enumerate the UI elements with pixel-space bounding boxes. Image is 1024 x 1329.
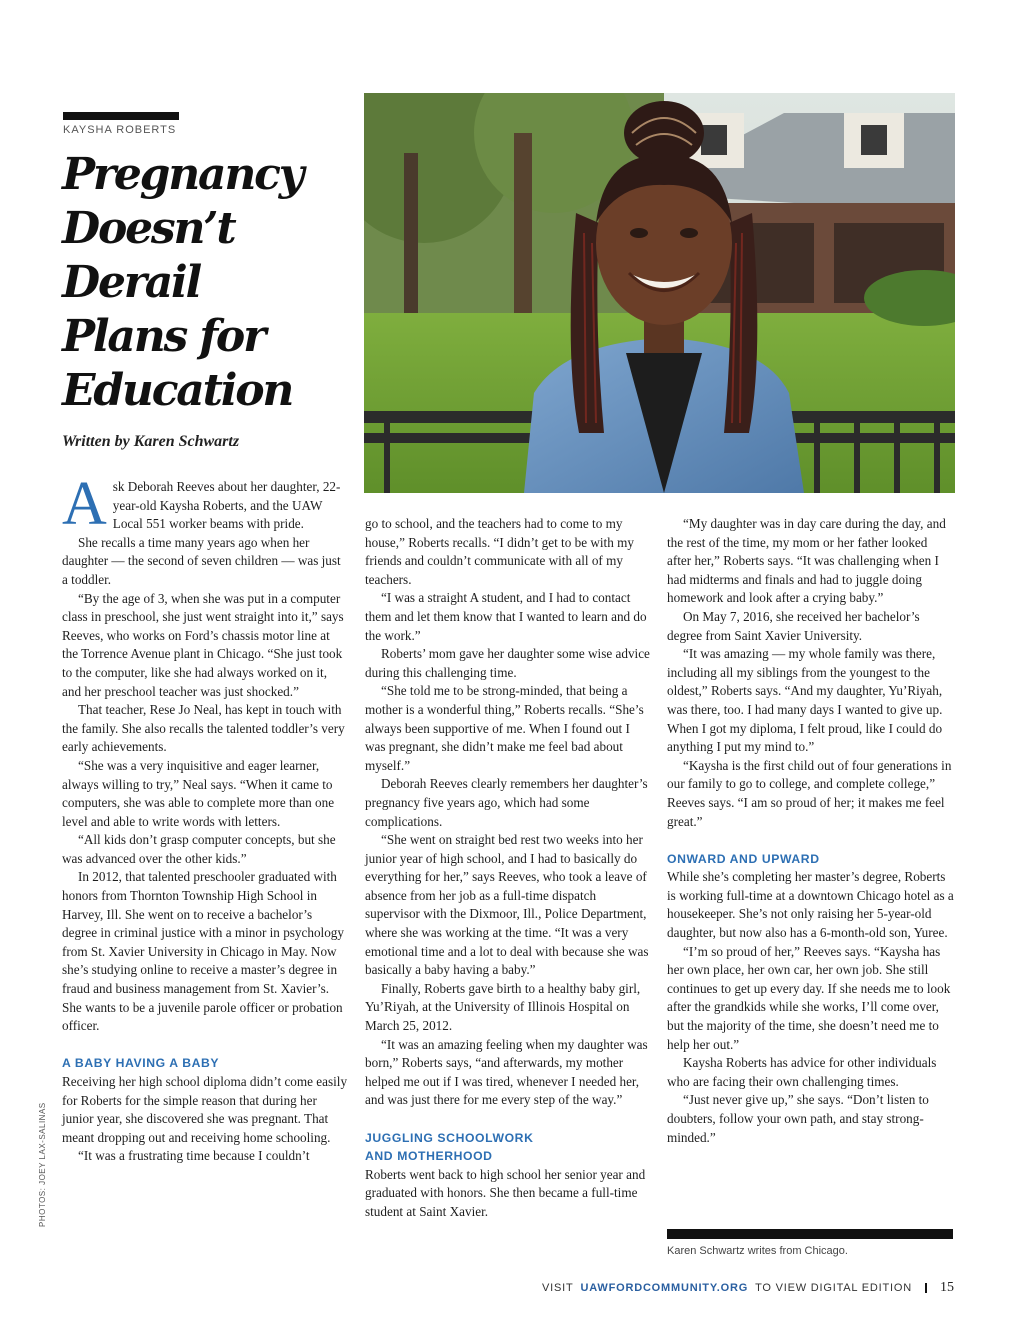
paragraph: Kaysha Roberts has advice for other individuals who are facing their own challenging times. xyxy=(667,1055,937,1089)
paragraph: That teacher, Rese Jo Neal, has kept in touch with the family. She also recalls the talented toddler’s very early achievements. xyxy=(62,702,345,755)
paragraph: “Kaysha is the first child out of four generations in our family to go to college, and complete college,” Reeves says. “I am so proud of her; it makes me feel great.” xyxy=(667,757,952,829)
author-note: Karen Schwartz writes from Chicago. xyxy=(667,1245,848,1257)
paragraph: “It was amazing — my whole family was there, including all my siblings from the youngest to the oldest,” Roberts says. “And my daughter, Yu’Riyah, was there, too. I had many days I wanted to give up. When I got my diploma, I felt proud, like I could do anything I put my mind to.” xyxy=(667,646,943,755)
paragraph: Receiving her high school diploma didn’t come easily for Roberts for the simple reason that during her junior year, she discovered she was pregnant. That meant dropping out and receiving home schooling. xyxy=(62,1074,348,1145)
portrait-photo xyxy=(364,93,955,493)
kicker: KAYSHA ROBERTS xyxy=(63,124,177,136)
lead-paragraph xyxy=(62,470,349,538)
paragraph: In 2012, that talented preschooler graduated with honors from Thornton Township High School in Harvey, Ill. She went on to receive a bachelor’s degree in criminal justice with a minor in psychology from St. Xavier University in Chicago in May. Now she’s studying online to receive a master’s degree in fraud and business management from St. Xavier’s. She wants to be a juvenile parole officer or probation officer. xyxy=(62,869,344,1034)
paragraph: “My daughter was in day care during the day, and the rest of the time, my mom or her father looked after her,” Roberts says. “It was challenging when I had midterms and finals and had to juggle doing homework and look after a crying baby.” xyxy=(667,516,946,606)
column-1 xyxy=(62,470,349,1166)
end-accent-bar xyxy=(667,1229,953,1239)
headline-line: Pregnancy xyxy=(62,149,303,200)
top-accent-bar xyxy=(63,112,179,120)
page-number: 15 xyxy=(940,1280,954,1295)
headline-line: Education xyxy=(62,365,293,416)
footer-divider xyxy=(925,1283,927,1293)
byline: Written by Karen Schwartz xyxy=(62,433,240,450)
paragraph: “It was a frustrating time because I couldn’t xyxy=(78,1148,310,1164)
section-heading: A BABY HAVING A BABY xyxy=(62,1056,220,1071)
paragraph: go to school, and the teachers had to come to my house,” Roberts recalls. “I didn’t get to be with my friends and couldn’t communicate with all of my teachers. xyxy=(365,516,634,587)
headline-line: Derail xyxy=(62,257,201,308)
paragraph: “By the age of 3, when she was put in a computer class in preschool, she just went straight into it,” says Reeves, who works on Ford’s chassis motor line at the Torrence Avenue plant in Chicago. “She just took to the computer, like she had always worked on it, and her preschool teacher was just shocked.” xyxy=(62,590,344,699)
paragraph: She recalls a time many years ago when her daughter — the second of seven children — was just a toddler. xyxy=(62,534,341,587)
page-footer xyxy=(542,1280,954,1296)
drop-cap: A xyxy=(62,470,107,538)
column-3 xyxy=(667,515,954,1147)
section-heading: JUGGLING SCHOOLWORK xyxy=(365,1130,534,1145)
paragraph: On May 7, 2016, she received her bachelor’s degree from Saint Xavier University. xyxy=(667,608,920,643)
section-heading: AND MOTHERHOOD xyxy=(365,1149,493,1164)
paragraph: Finally, Roberts gave birth to a healthy baby girl, Yu’Riyah, at the University of Illinois Hospital on March 25, 2012. xyxy=(365,980,641,1034)
section-heading: ONWARD AND UPWARD xyxy=(667,851,820,866)
paragraph: “She told me to be strong-minded, that being a mother is a wonderful thing,” Roberts recalls. “She’s always been supportive of me. When I found out I was pregnant, she didn’t make me feel bad about myself.” xyxy=(365,683,644,773)
headline-line: Doesn’t xyxy=(62,203,235,254)
paragraph: “All kids don’t grasp computer concepts, but she was advanced over the other kids.” xyxy=(62,832,336,866)
footer-url-link[interactable]: UAWFORDCOMMUNITY.ORG xyxy=(580,1282,749,1294)
paragraph: “She went on straight bed rest two weeks into her junior year of high school, and I had to basically do everything for her,” says Reeves, who took a leave of absence from her job as a full-time dispatch supervisor with the Dixmoor, Ill., Police Department, where she was working at the time. “It was a very emotional time and a lot to deal with because she was basically a baby having a baby.” xyxy=(365,832,649,978)
paragraph: Deborah Reeves clearly remembers her daughter’s pregnancy five years ago, which had some complications. xyxy=(365,776,648,829)
headline-line: Plans for xyxy=(62,311,265,362)
photo-credit: PHOTOS: JOEY LAX-SALINAS xyxy=(38,1102,47,1227)
paragraph: “Just never give up,” she says. “Don’t listen to doubters, follow your own path, and stay strong-minded.” xyxy=(667,1092,929,1145)
paragraph: Roberts went back to high school her senior year and graduated with honors. She then became a full-time student at Saint Xavier. xyxy=(365,1166,646,1219)
column-2 xyxy=(365,515,652,1222)
footer-visit: VISIT xyxy=(542,1282,574,1294)
paragraph: Roberts’ mom gave her daughter some wise advice during this challenging time. xyxy=(365,646,650,680)
paragraph: While she’s completing her master’s degree, Roberts is working full-time at a downtown Chicago hotel as a housekeeper. She’s not only raising her 5-year-old daughter, but now also has a 6-month-old son, Yuree. xyxy=(667,869,954,941)
headline xyxy=(62,148,352,418)
footer-text: TO VIEW DIGITAL EDITION xyxy=(755,1282,912,1294)
paragraph: “It was an amazing feeling when my daughter was born,” Roberts says, “and afterwards, my mother helped me out if I was tired, whenever I needed her, and was just there for me every step of the way.” xyxy=(365,1036,648,1108)
lead-text: sk Deborah Reeves about her daughter, 22-year-old Kaysha Roberts, and the UAW Local 551 worker beams with pride. xyxy=(112,479,341,532)
paragraph: “She was a very inquisitive and eager learner, always willing to try,” Neal says. “When it came to computers, she was able to complete more than one level and able to write words with letters. xyxy=(62,757,335,829)
paragraph: “I was a straight A student, and I had to contact them and let them know that I wanted to learn and do the work.” xyxy=(365,590,647,643)
paragraph: “I’m so proud of her,” Reeves says. “Kaysha has her own place, her own car, her own job. She still continues to get up every day. If she needs me to look after the grandkids while she works, I’ll come over, but the majority of the time, she doesn’t need me to help her out.” xyxy=(667,943,951,1052)
